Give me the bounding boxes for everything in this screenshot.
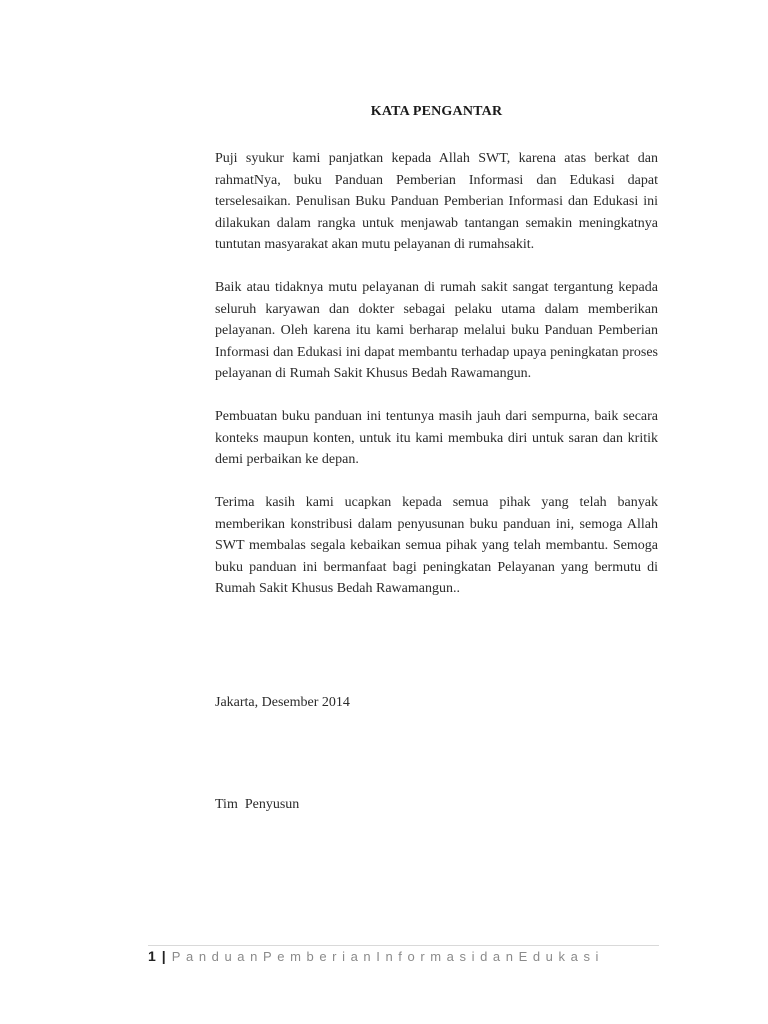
- page-number: 1: [148, 948, 156, 964]
- paragraph-3: Pembuatan buku panduan ini tentunya masih jauh dari sempurna, baik secara konteks maupun konten, untuk itu kami membuka diri untuk saran dan kritik demi perbaikan ke depan.: [215, 409, 658, 467]
- footer-divider: [148, 945, 659, 946]
- page-title: KATA PENGANTAR: [370, 104, 503, 119]
- paragraph-2: Baik atau tidaknya mutu pelayanan di rumah sakit sangat tergantung kepada seluruh karyawan dan dokter sebagai pelaku utama dalam memberikan pelayanan. Oleh karena itu kami berharap melalui buku Panduan Pemberian Informasi dan Edukasi ini dapat membantu terhadap upaya peningkatan proses pelayanan di Rumah Sakit Khusus Bedah Rawamangun.: [215, 280, 658, 381]
- footer-separator: |: [161, 948, 166, 964]
- signature-line: Tim Penyusun: [215, 797, 300, 812]
- place-and-date: Jakarta, Desember 2014: [215, 695, 350, 710]
- paragraph-4: Terima kasih kami ucapkan kepada semua pihak yang telah banyak memberikan konstribusi dalam penyusunan buku panduan ini, semoga Allah SWT membalas segala kebaikan semua pihak yang telah membantu. Semoga buku panduan ini bermanfaat bagi peningkatan Pelayanan yang bermutu di Rumah Sakit Khusus Bedah Rawamangun..: [215, 495, 658, 596]
- page-footer: [148, 947, 604, 966]
- paragraph-1: Puji syukur kami panjatkan kepada Allah SWT, karena atas berkat dan rahmatNya, buku Panduan Pemberian Informasi dan Edukasi dapat terselesaikan. Penulisan Buku Panduan Pemberian Informasi dan Edukasi ini dilakukan dalam rangka untuk menjawab tantangan semakin meningkatnya tuntutan masyarakat akan mutu pelayanan di rumahsakit.: [215, 151, 658, 252]
- document-body: [215, 148, 658, 621]
- footer-title: PanduanPemberianInformasidanEdukasi: [171, 949, 605, 964]
